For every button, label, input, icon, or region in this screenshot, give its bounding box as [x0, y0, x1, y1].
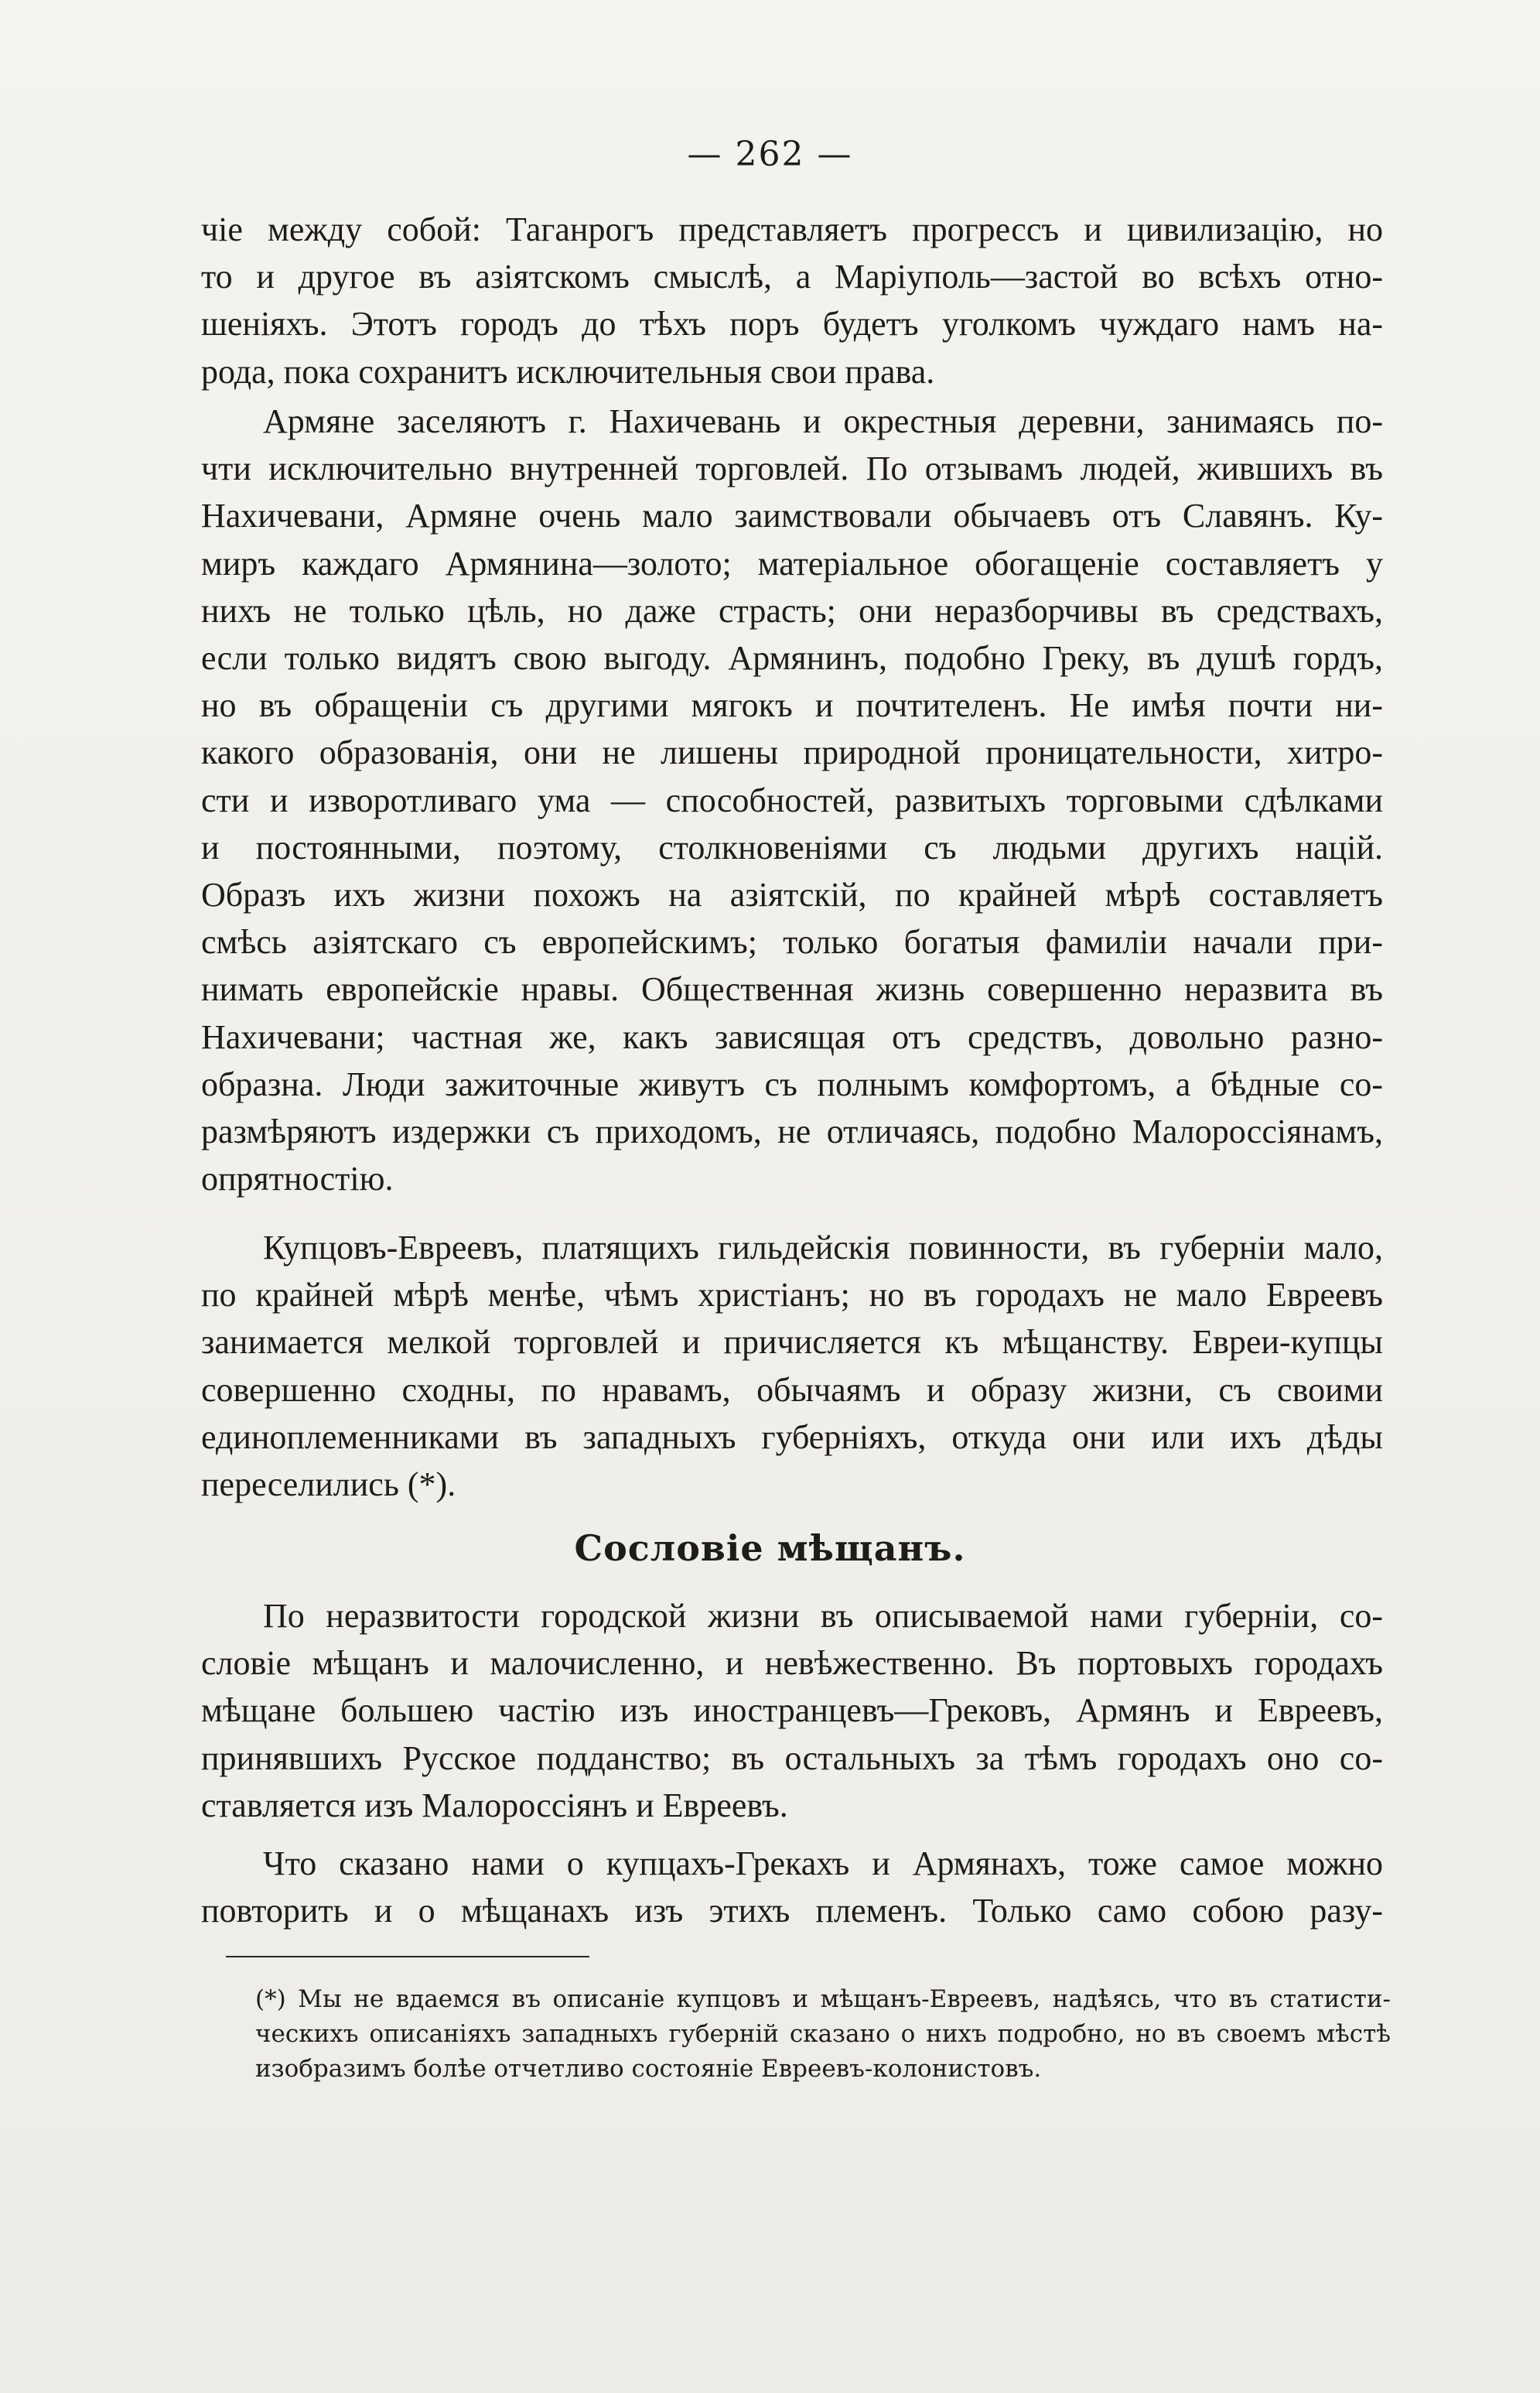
text-line: Нахичевани; частная же, какъ зависящая отъ средствъ, довольно разно-: [201, 1017, 1383, 1056]
footnote: [255, 1982, 1391, 2087]
text-line: размѣряютъ издержки съ приходомъ, не отличаясь, подобно Малороссіянамъ,: [201, 1113, 1383, 1151]
paragraph: [201, 1840, 1383, 1934]
paragraph: [201, 398, 1383, 1202]
paragraph: [201, 1592, 1383, 1829]
footnote-divider: [226, 1956, 589, 1957]
text-line: мѣщане большею частію изъ иностранцевъ—Грековъ, Армянъ и Евреевъ,: [201, 1691, 1383, 1730]
text-line: единоплеменниками въ западныхъ губерніяхъ, откуда они или ихъ дѣды: [201, 1417, 1383, 1456]
text-line: опрятностію.: [201, 1160, 394, 1198]
text-line: нимать европейскіе нравы. Общественная жизнь совершенно неразвита въ: [201, 970, 1383, 1009]
text-line: повторить и о мѣщанахъ изъ этихъ племенъ. Только само собою разу-: [201, 1892, 1383, 1930]
paragraph: [201, 1224, 1383, 1508]
text-line: ставляется изъ Малороссіянъ и Евреевъ.: [201, 1786, 788, 1824]
text-line: совершенно сходны, по нравамъ, обычаямъ и образу жизни, съ своими: [201, 1370, 1383, 1409]
paragraph-meshchane: [201, 1592, 1383, 1829]
text-line: то и другое въ азіятскомъ смыслѣ, а Маріуполь—застой во всѣхъ отно-: [201, 258, 1383, 296]
text-line: Образъ ихъ жизни похожъ на азіятскій, по крайней мѣрѣ составляетъ: [201, 876, 1383, 914]
paragraph: [201, 206, 1383, 395]
text-line: словіе мѣщанъ и малочисленно, и невѣжественно. Въ портовыхъ городахъ: [201, 1644, 1383, 1683]
text-line: Армяне заселяютъ г. Нахичевань и окрестныя деревни, занимаясь по-: [263, 402, 1383, 440]
text-line: какого образованія, они не лишены природной проницательности, хитро-: [201, 733, 1383, 772]
paragraph-armenians: [201, 398, 1383, 1202]
text-line: Что сказано нами о купцахъ-Грекахъ и Армянахъ, тоже самое можно: [263, 1844, 1383, 1882]
text-line: чти исключительно внутренней торговлей. По отзывамъ людей, жившихъ въ: [201, 450, 1383, 488]
footnote-line: ческихъ описаніяхъ западныхъ губерній сказано о нихъ подробно, но въ своемъ мѣстѣ: [255, 2020, 1391, 2048]
text-line: рода, пока сохранитъ исключительныя свои права.: [201, 352, 935, 391]
text-line: шеніяхъ. Этотъ городъ до тѣхъ поръ будетъ уголкомъ чуждаго намъ на-: [201, 305, 1383, 344]
text-line: занимается мелкой торговлей и причисляется къ мѣщанству. Евреи-купцы: [201, 1323, 1383, 1362]
text-line: чіе между собой: Таганрогъ представляетъ прогрессъ и цивилизацію, но: [201, 210, 1383, 248]
paragraph-taganrog: [201, 206, 1383, 395]
text-line: образна. Люди зажиточные живутъ съ полнымъ комфортомъ, а бѣдные со-: [201, 1065, 1383, 1103]
text-line: смѣсь азіятскаго съ европейскимъ; только богатыя фамиліи начали при-: [201, 923, 1383, 962]
footnote-line: (*) Мы не вдаемся въ описаніе купцовъ и мѣщанъ-Евреевъ, надѣясь, что въ статисти-: [255, 1985, 1391, 2013]
paragraph-greeks-armenians: [201, 1840, 1383, 1934]
text-line: Нахичевани, Армяне очень мало заимствовали обычаевъ отъ Славянъ. Ку-: [201, 497, 1383, 535]
text-line: и постоянными, поэтому, столкновеніями съ людьми другихъ націй.: [201, 828, 1383, 867]
text-line: сти и изворотливаго ума — способностей, развитыхъ торговыми сдѣлками: [201, 781, 1383, 819]
text-line: По неразвитости городской жизни въ описываемой нами губерніи, со-: [263, 1597, 1383, 1635]
text-line: если только видятъ свою выгоду. Армянинъ, подобно Греку, въ душѣ гордъ,: [201, 639, 1383, 678]
paragraph-merchants: [201, 1224, 1383, 1508]
text-line: но въ обращеніи съ другими мягокъ и почтителенъ. Не имѣя почти ни-: [201, 686, 1383, 725]
page-number: — 262 —: [687, 135, 853, 174]
text-line: нихъ не только цѣль, но даже страсть; они неразборчивы въ средствахъ,: [201, 591, 1383, 630]
section-heading: Сословіе мѣщанъ.: [574, 1527, 966, 1569]
text-line: принявшихъ Русское подданство; въ остальныхъ за тѣмъ городахъ оно со-: [201, 1738, 1383, 1777]
footnote-line: изобразимъ болѣе отчетливо состояніе Евреевъ-колонистовъ.: [255, 2055, 1042, 2083]
text-line: по крайней мѣрѣ менѣе, чѣмъ христіанъ; но въ городахъ не мало Евреевъ: [201, 1276, 1383, 1314]
text-line: миръ каждаго Армянина—золото; матеріальное обогащеніе составляетъ у: [201, 544, 1383, 583]
text-line: переселились (*).: [201, 1465, 456, 1504]
text-line: Купцовъ-Евреевъ, платящихъ гильдейскія повинности, въ губерніи мало,: [263, 1229, 1383, 1267]
